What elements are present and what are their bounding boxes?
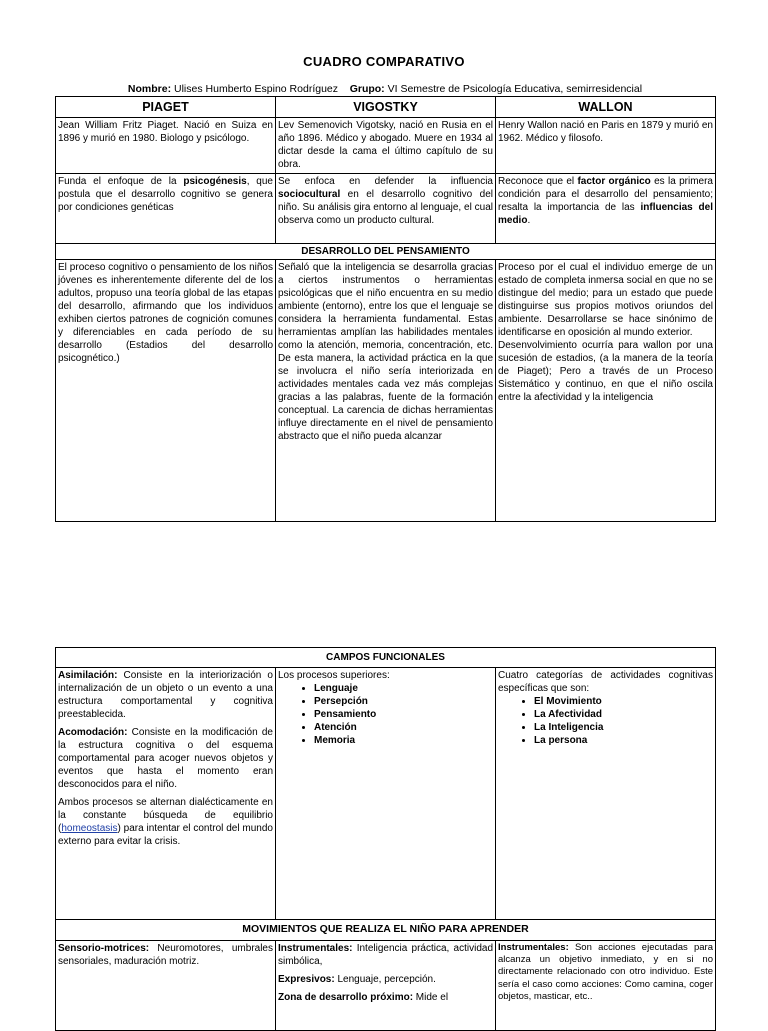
list-item: • Atención xyxy=(314,721,493,734)
list-item: • Memoria xyxy=(314,734,493,747)
bio-row xyxy=(56,118,716,174)
zona-desarrollo: Zona de desarrollo próximo: Mide el xyxy=(278,991,449,1003)
campos-header: CAMPOS FUNCIONALES xyxy=(56,648,716,668)
campos-table xyxy=(55,647,716,1031)
enfoque-row xyxy=(56,174,716,244)
list-item: • Pensamiento xyxy=(314,708,493,721)
bio-piaget: Jean William Fritz Piaget. Nació en Suiza en 1896 y murió en 1980. Biologo y psicólogo. xyxy=(56,118,276,174)
student-info xyxy=(56,83,714,95)
list-item: • Persepción xyxy=(314,695,493,708)
enfoque-piaget: Funda el enfoque de la psicogénesis, que postula que el desarrollo cognitivo se genera por condiciones genéticas xyxy=(56,174,276,244)
bio-vigotsky: Lev Semenovich Vigotsky, nació en Rusia en el año 1896. Médico y abogado. Muere en 1934 al dictar desde la cama el último capítulo de su obra. xyxy=(276,118,496,174)
movimientos-wallon: Instrumentales: Son acciones ejecutadas para alcanza un objetivo inmediato, y en si no directamente relacionado con otro individuo. Este sería el caso como acciones: Como camina, coger objetos, masticar, etc.. xyxy=(496,940,716,1030)
nombre-label: Nombre: xyxy=(127,83,172,95)
column-header-piaget: PIAGET xyxy=(56,97,276,118)
expresivos-vigotsky: Expresivos: Lenguaje, percepción. xyxy=(278,973,436,985)
campos-piaget xyxy=(56,668,276,920)
procesos-intro: Los procesos superiores: xyxy=(278,670,390,681)
list-item: • La Inteligencia xyxy=(534,721,713,734)
instrumentales-vigotsky: Instrumentales: Inteligencia práctica, actividad simbólica, xyxy=(278,942,493,967)
list-item: • La Afectividad xyxy=(534,708,713,721)
desarrollo-vigotsky: Señaló que la inteligencia se desarrolla gracias a ciertos instrumentos o herramientas psicológicas que el niño encuentra en su medio ambiente (entorno), entre los que el lenguaje se considera la herramienta fundamental. Estas herramientas amplían las habilidades mentales como la atención, memoria, concentración, etc. De esta manera, la actividad práctica en la que se involucra el niño sería interiorizada en actividades mentales cada vez más complejas gracias a las palabras, fuente de la formación conceptual. La carencia de dichas herramientas influye directamente en el nivel de pensamiento abstracto que el niño pueda alcanzar xyxy=(276,260,496,522)
procesos-list xyxy=(278,682,493,747)
comparison-table xyxy=(55,96,716,522)
desarrollo-wallon-p2: Desenvolvimiento ocurría para wallon por una sucesión de estadios, (a la manera de la teoría de Piaget); Pero a través de un Proceso Sistemático y continuo, en que el niño oscila entre la afectividad y la inteligencia xyxy=(498,340,713,404)
campos-row xyxy=(56,668,716,920)
nombre-value: Ulises Humberto Espino Rodríguez xyxy=(174,83,339,95)
movimientos-piaget: Sensorio-motrices: Neuromotores, umbrales sensoriales, maduración motriz. xyxy=(56,940,276,1030)
acomodacion: Acomodación: Consiste en la modificación de la estructura cognitiva o del esquema comportamental para acoger nuevos objetos y eventos que hasta el momento eran desconocidos para el niño. xyxy=(58,727,273,790)
column-header-wallon: WALLON xyxy=(496,97,716,118)
categorias-intro: Cuatro categorías de actividades cognitivas específicas que son: xyxy=(498,670,713,694)
list-item: • El Movimiento xyxy=(534,695,713,708)
desarrollo-wallon xyxy=(496,260,716,522)
list-item: • Lenguaje xyxy=(314,682,493,695)
campos-vigotsky xyxy=(276,668,496,920)
column-header-row xyxy=(56,97,716,118)
desarrollo-piaget: El proceso cognitivo o pensamiento de los niños jóvenes es inherentemente diferente del de los adultos, propuso una teoría global de las etapas del desarrollo, afirmando que los individuos exhiben ciertos patrones de cognición comunes y diferenciables en cada período de su desarrollo (Estadios del desarrollo psicognético.) xyxy=(56,260,276,522)
document-title: CUADRO COMPARATIVO xyxy=(303,54,465,69)
homeostasis-link[interactable]: homeostasis xyxy=(61,823,118,834)
desarrollo-header: DESARROLLO DEL PENSAMIENTO xyxy=(56,244,716,260)
campos-wallon xyxy=(496,668,716,920)
movimientos-header-row xyxy=(56,920,716,941)
enfoque-vigotsky: Se enfoca en defender la influencia sociocultural en el desarrollo cognitivo del niño. Su análisis gira entorno al lenguaje, el cual observa como un producto cultural. xyxy=(276,174,496,244)
desarrollo-header-row xyxy=(56,244,716,260)
movimientos-vigotsky xyxy=(276,940,496,1030)
movimientos-row xyxy=(56,940,716,1030)
categorias-list xyxy=(498,695,713,747)
grupo-label: Grupo: xyxy=(349,83,385,95)
desarrollo-row xyxy=(56,260,716,522)
movimientos-header: MOVIMIENTOS QUE REALIZA EL NIÑO PARA APRENDER xyxy=(56,920,716,941)
campos-header-row xyxy=(56,648,716,668)
asimilacion: Asimilación: Consiste en la interiorización o internalización de un objeto o un evento a una estructura comportamental y cognitiva preestablecida. xyxy=(58,670,273,720)
list-item: • La persona xyxy=(534,734,713,747)
enfoque-wallon: Reconoce que el factor orgánico es la primera condición para el desarrollo del pensamiento; resalta la importancia de las influencias del medio. xyxy=(496,174,716,244)
desarrollo-wallon-p1: Proceso por el cual el individuo emerge de un estado de completa inmersa social en que no se distingue del medio; para un estado que puede distinguirse sus propios motivos oriundos del ambiente. Desarrollarse se hace sinónimo de identificarse en oposición al mundo exterior. xyxy=(498,262,713,339)
bio-wallon: Henry Wallon nació en Paris en 1879 y murió en 1962. Médico y filosofo. xyxy=(496,118,716,174)
grupo-value: VI Semestre de Psicología Educativa, semirresidencial xyxy=(387,83,643,95)
column-header-vigotsky: VIGOSTKY xyxy=(276,97,496,118)
ambos-procesos: Ambos procesos se alternan dialécticamente en la constante búsqueda de equilibrio (homeostasis) para intentar el control del mundo externo para evitar la crisis. xyxy=(58,797,273,847)
